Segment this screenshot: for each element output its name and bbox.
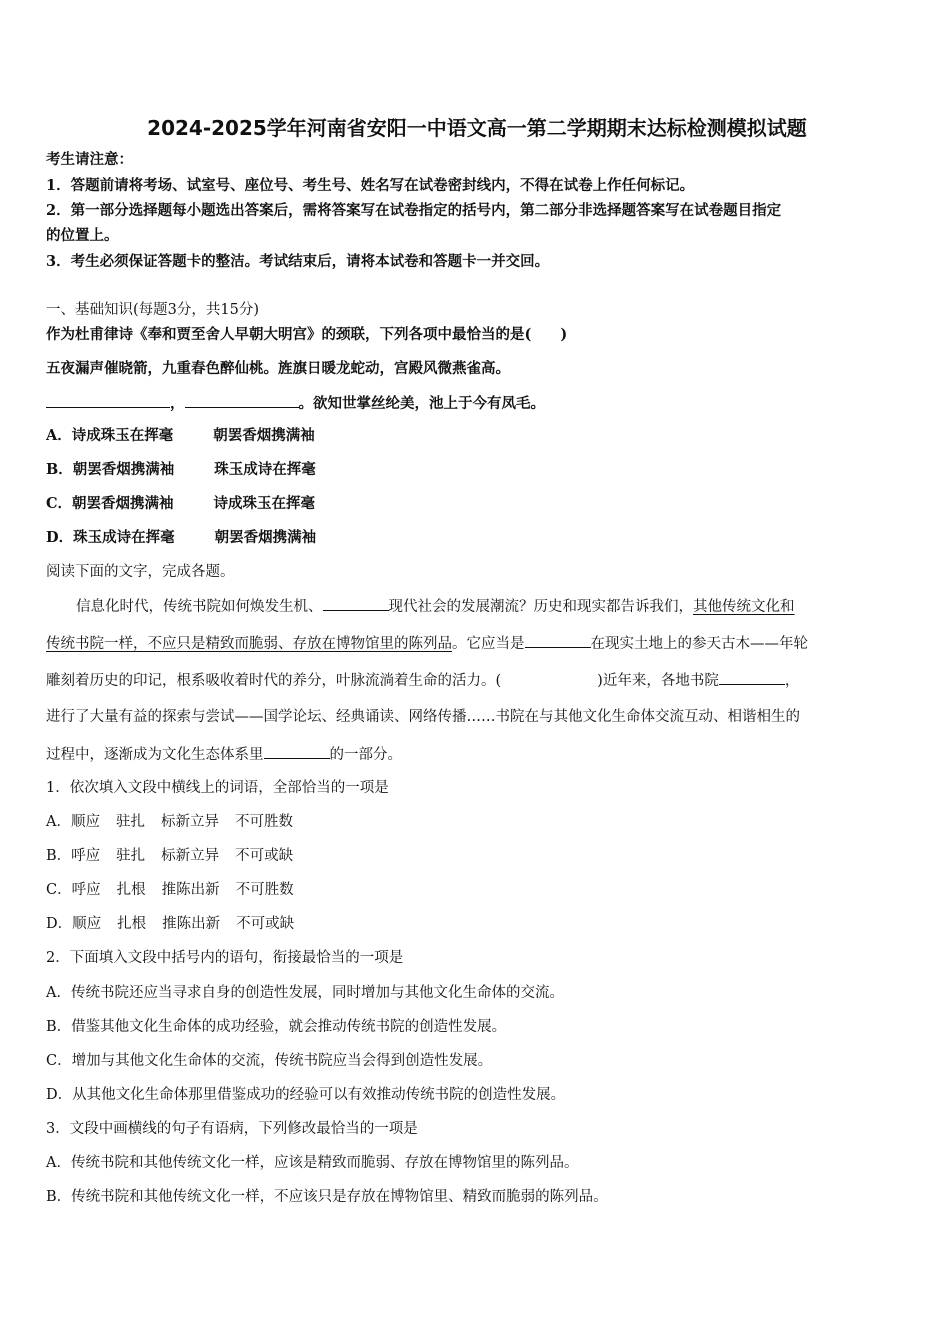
notice-item: 的位置上。 xyxy=(46,227,119,244)
option-row: A．传统书院和其他传统文化一样，应该是精致而脆弱、存放在博物馆里的陈列品。 xyxy=(46,1155,579,1171)
passage-line: 过程中，逐渐成为文化生态体系里 的一部分。 xyxy=(46,744,402,765)
reading-intro: 阅读下面的文字，完成各题。 xyxy=(46,564,235,580)
answer-blank xyxy=(264,744,330,759)
page-title: 2024-2025学年河南省安阳一中语文高一第二学期期末达标检测模拟试题 xyxy=(147,116,807,140)
passage-line: 进行了大量有益的探索与尝试——国学论坛、经典诵读、网络传播……书院在与其他文化生命体交流互动、相谐相生的 xyxy=(46,709,800,725)
option-row: D．顺应 扎根 推陈出新 不可或缺 xyxy=(46,916,295,932)
passage-line: 雕刻着历史的印记，根系吸收着时代的养分，叶脉流淌着生命的活力。( )近年来，各地书院 ， xyxy=(46,670,799,691)
question-stem: 3．文段中画横线的句子有语病，下列修改最恰当的一项是 xyxy=(46,1121,418,1137)
option-row: C．朝罢香烟携满袖 诗成珠玉在挥毫 xyxy=(46,495,316,512)
notice-item: 2．第一部分选择题每小题选出答案后，需将答案写在试卷指定的括号内，第二部分非选择题答案写在试卷题目指定 xyxy=(46,202,782,219)
passage-line: 传统书院一样，不应只是精致而脆弱、存放在博物馆里的陈列品。它应当是 在现实土地上的参天古木——年轮 xyxy=(46,633,808,654)
answer-blank xyxy=(525,633,591,648)
answer-blank xyxy=(185,393,299,408)
option-row: C．增加与其他文化生命体的交流，传统书院应当会得到创造性发展。 xyxy=(46,1053,493,1069)
option-row: B．传统书院和其他传统文化一样，不应该只是存放在博物馆里、精致而脆弱的陈列品。 xyxy=(46,1189,608,1205)
question-stem: 1．依次填入文段中横线上的词语，全部恰当的一项是 xyxy=(46,780,389,796)
answer-blank xyxy=(719,670,785,685)
answer-blank xyxy=(323,596,389,611)
notice-heading: 考生请注意： xyxy=(46,151,133,168)
question-stem: 作为杜甫律诗《奉和贾至舍人早朝大明宫》的颈联，下列各项中最恰当的是( ) xyxy=(46,326,568,343)
option-row: A．传统书院还应当寻求自身的创造性发展，同时增加与其他文化生命体的交流。 xyxy=(46,985,564,1001)
option-row: D．珠玉成诗在挥毫 朝罢香烟携满袖 xyxy=(46,529,317,546)
option-row: B．朝罢香烟携满袖 珠玉成诗在挥毫 xyxy=(46,461,316,478)
option-row: A．诗成珠玉在挥毫 朝罢香烟携满袖 xyxy=(46,427,315,444)
option-row: B．呼应 驻扎 标新立异 不可或缺 xyxy=(46,848,294,864)
answer-blank xyxy=(46,393,170,408)
option-row: C．呼应 扎根 推陈出新 不可胜数 xyxy=(46,882,294,898)
poem-line: 五夜漏声催晓箭，九重春色醉仙桃。旌旗日暖龙蛇动，宫殿风微燕雀高。 xyxy=(46,360,510,377)
option-row: A．顺应 驻扎 标新立异 不可胜数 xyxy=(46,814,293,830)
question-stem: 2．下面填入文段中括号内的语句，衔接最恰当的一项是 xyxy=(46,950,404,966)
passage-line: 信息化时代，传统书院如何焕发生机、 现代社会的发展潮流？历史和现实都告诉我们，其他传统文化和 xyxy=(76,596,795,617)
notice-item: 3．考生必须保证答题卡的整洁。考试结束后，请将本试卷和答题卡一并交回。 xyxy=(46,253,550,270)
poem-line-with-blanks: ， 。欲知世掌丝纶美，池上于今有凤毛。 xyxy=(46,393,545,414)
section-heading: 一、基础知识(每题3分，共15分) xyxy=(46,302,259,318)
option-row: B．借鉴其他文化生命体的成功经验，就会推动传统书院的创造性发展。 xyxy=(46,1019,507,1035)
option-row: D．从其他文化生命体那里借鉴成功的经验可以有效推动传统书院的创造性发展。 xyxy=(46,1087,566,1103)
notice-item: 1．答题前请将考场、试室号、座位号、考生号、姓名写在试卷密封线内，不得在试卷上作任何标记。 xyxy=(46,177,695,194)
